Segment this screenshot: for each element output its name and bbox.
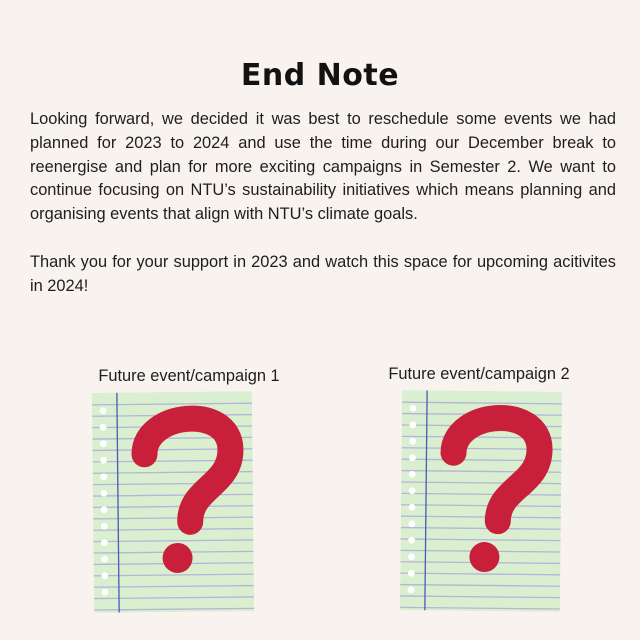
end-note-body bbox=[30, 108, 616, 299]
card-label-2: Future event/campaign 2 bbox=[388, 365, 570, 383]
paragraph-plans: Looking forward, we decided it was best to reschedule some events we had planned for 2023 to 2024 and use the time during our December break to reenergise and plan for more exciting campaigns in Semester 2. We want to continue focusing on NTU’s sustainability initiatives which means planning and organising events that align with NTU’s climate goals. bbox=[30, 110, 616, 224]
paragraph-thanks: Thank you for your support in 2023 and watch this space for upcoming acitivites in 2024! bbox=[30, 252, 616, 295]
notepad-card-1 bbox=[92, 391, 254, 613]
card-label-1: Future event/campaign 1 bbox=[98, 367, 280, 385]
question-mark-icon bbox=[400, 390, 562, 612]
page-title: End Note bbox=[240, 58, 400, 93]
notepad-card-2 bbox=[400, 390, 562, 612]
question-mark-icon bbox=[92, 391, 254, 613]
